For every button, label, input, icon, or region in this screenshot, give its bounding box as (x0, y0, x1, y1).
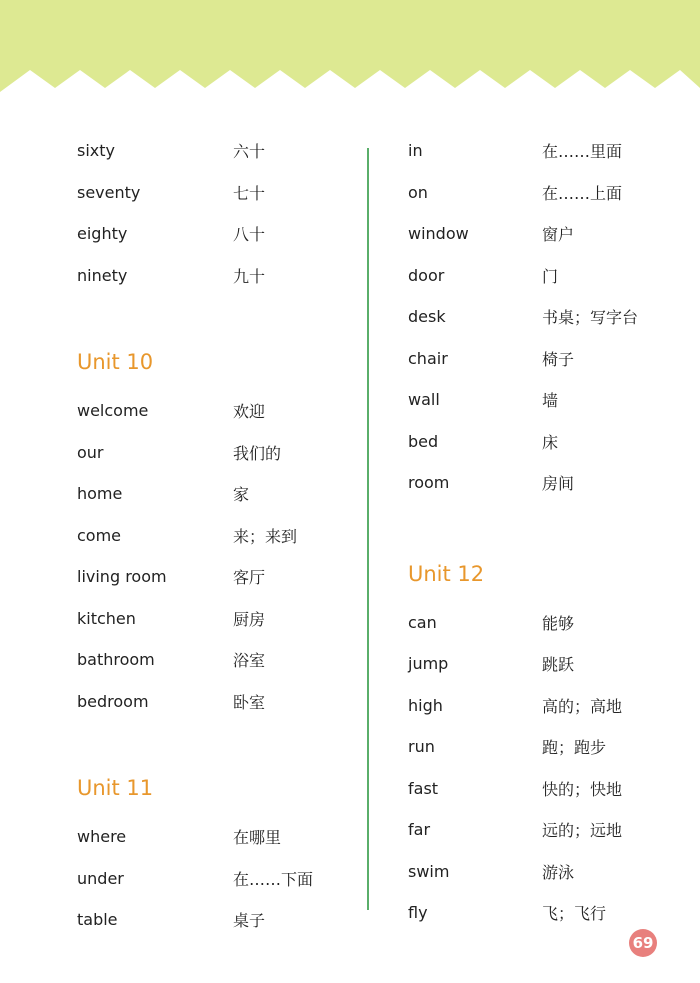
vocab-entry (77, 255, 347, 297)
english-word: sixty (77, 141, 115, 161)
english-word: can (408, 612, 437, 632)
chinese-meaning: 在哪里 (233, 828, 282, 848)
chinese-meaning: 在……下面 (233, 869, 314, 889)
chinese-meaning: 跑；跑步 (542, 738, 607, 758)
unit-12-heading: Unit 12 (408, 561, 485, 586)
english-word: desk (408, 307, 446, 327)
chinese-meaning: 能够 (542, 613, 575, 633)
vocab-entry (408, 379, 688, 421)
vocab-entry (408, 213, 688, 255)
vocab-entry (77, 213, 347, 255)
english-word: wall (408, 390, 440, 410)
english-word: swim (408, 861, 450, 881)
chinese-meaning: 客厅 (233, 568, 266, 588)
vocab-entry (408, 130, 688, 172)
chinese-meaning: 椅子 (542, 349, 575, 369)
zigzag-banner-shape (0, 0, 700, 92)
vocab-entry (408, 172, 688, 214)
chinese-meaning: 家 (233, 485, 250, 505)
english-word: come (77, 525, 122, 545)
vocab-entry (77, 172, 347, 214)
english-word: under (77, 868, 124, 888)
english-word: run (408, 737, 435, 757)
chinese-meaning: 床 (542, 432, 559, 452)
english-word: our (77, 442, 104, 462)
vocab-entry (77, 639, 347, 681)
chinese-meaning: 高的；高地 (542, 696, 623, 716)
vocab-entry (408, 296, 688, 338)
chinese-meaning: 窗户 (542, 225, 575, 245)
english-word: kitchen (77, 608, 136, 628)
right-vocabulary-column (408, 130, 688, 934)
chinese-meaning: 在……上面 (542, 183, 623, 203)
english-word: door (408, 265, 445, 285)
english-word: room (408, 473, 450, 493)
chinese-meaning: 来；来到 (233, 526, 298, 546)
unit-11-heading: Unit 11 (77, 776, 154, 800)
left-vocabulary-column (77, 130, 347, 941)
vocab-entry (408, 338, 688, 380)
english-word: bathroom (77, 650, 155, 670)
english-word: bedroom (77, 691, 149, 711)
english-word: home (77, 484, 123, 504)
english-word: table (77, 910, 118, 930)
english-word: fly (408, 903, 428, 923)
english-word: eighty (77, 224, 128, 244)
english-word: seventy (77, 182, 141, 202)
english-word: welcome (77, 401, 149, 421)
unit-10-heading: Unit 10 (77, 350, 154, 374)
chinese-meaning: 卧室 (233, 692, 266, 712)
english-word: chair (408, 348, 448, 368)
vocab-entry (77, 432, 347, 474)
chinese-meaning: 八十 (233, 225, 266, 245)
chinese-meaning: 七十 (233, 183, 266, 203)
vocab-entry (408, 602, 688, 644)
chinese-meaning: 九十 (233, 266, 266, 286)
chinese-meaning: 墙 (542, 391, 559, 411)
vocab-entry (408, 851, 688, 893)
vocab-entry (77, 556, 347, 598)
english-word: jump (408, 654, 449, 674)
vocab-entry (77, 390, 347, 432)
chinese-meaning: 远的；远地 (542, 821, 623, 841)
column-divider (367, 148, 369, 910)
chinese-meaning: 六十 (233, 142, 266, 162)
vocab-entry (408, 685, 688, 727)
english-word: high (408, 695, 443, 715)
chinese-meaning: 桌子 (233, 911, 266, 931)
vocab-entry (77, 130, 347, 172)
chinese-meaning: 游泳 (542, 862, 575, 882)
english-word: bed (408, 431, 439, 451)
chinese-meaning: 门 (542, 266, 559, 286)
chinese-meaning: 浴室 (233, 651, 266, 671)
chinese-meaning: 欢迎 (233, 402, 266, 422)
english-word: where (77, 827, 127, 847)
english-word: living room (77, 567, 167, 587)
chinese-meaning: 我们的 (233, 443, 282, 463)
page-number-badge: 69 (629, 929, 657, 957)
vocab-entry (77, 858, 347, 900)
chinese-meaning: 在……里面 (542, 142, 623, 162)
english-word: far (408, 820, 431, 840)
vocab-entry (77, 816, 347, 858)
chinese-meaning: 快的；快地 (542, 779, 623, 799)
vocab-entry (408, 255, 688, 297)
vocab-entry (77, 515, 347, 557)
english-word: ninety (77, 265, 128, 285)
chinese-meaning: 房间 (542, 474, 575, 494)
english-word: on (408, 182, 428, 202)
vocab-entry (77, 899, 347, 941)
chinese-meaning: 书桌；写字台 (542, 308, 639, 328)
vocab-entry (408, 726, 688, 768)
chinese-meaning: 飞；飞行 (542, 904, 607, 924)
vocab-entry (77, 681, 347, 723)
vocab-entry (408, 643, 688, 685)
vocab-entry (408, 421, 688, 463)
english-word: fast (408, 778, 439, 798)
header-banner (0, 0, 700, 100)
vocab-entry (408, 892, 688, 934)
vocab-entry (77, 598, 347, 640)
vocab-entry (408, 768, 688, 810)
vocab-entry (408, 809, 688, 851)
chinese-meaning: 厨房 (233, 609, 266, 629)
vocab-entry (77, 473, 347, 515)
english-word: window (408, 224, 469, 244)
english-word: in (408, 141, 423, 161)
chinese-meaning: 跳跃 (542, 655, 575, 675)
vocab-entry (408, 462, 688, 504)
